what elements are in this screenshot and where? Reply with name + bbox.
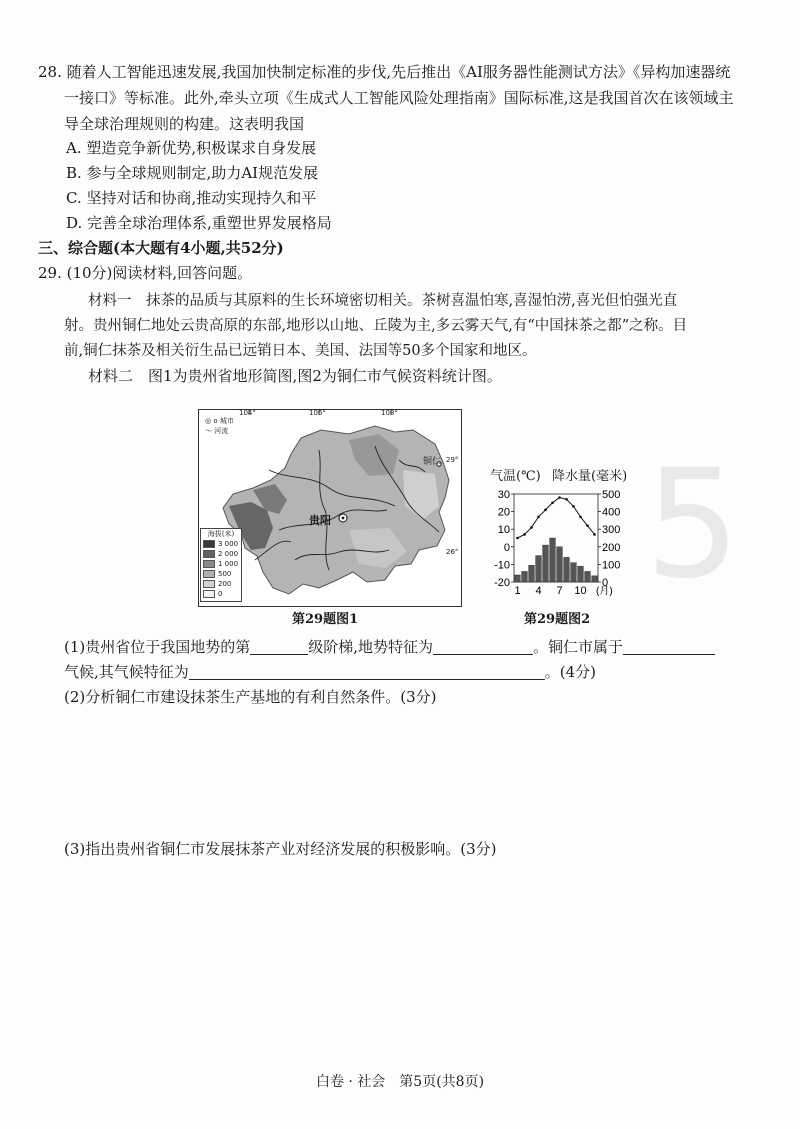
month-tick-label: 10	[574, 585, 587, 597]
legend-city: ◎ o 城市	[205, 417, 234, 425]
temperature-point	[593, 533, 596, 536]
figure-2-caption: 第29题图2	[524, 612, 591, 627]
answer-blank-climate-type[interactable]	[623, 638, 715, 655]
precipitation-tick-label: 500	[602, 489, 621, 501]
temperature-point	[530, 526, 533, 529]
elevation-row	[201, 579, 241, 589]
temperature-tick-label: 10	[497, 524, 510, 537]
precipitation-bar	[557, 547, 563, 582]
lat-label-29: 29°	[446, 456, 459, 464]
elevation-row	[201, 589, 241, 599]
lon-label-108: 108°	[381, 409, 398, 417]
q29-sub3: (3)指出贵州省铜仁市发展抹茶产业对经济发展的积极影响。(3分)	[64, 840, 497, 858]
answer-blank-terrace[interactable]	[250, 638, 308, 655]
legend-river: ～ 河流	[205, 427, 229, 435]
answer-blank-terrain-feature[interactable]	[433, 638, 533, 655]
elevation-value: 2 000	[218, 550, 239, 558]
month-tick-label: 7	[556, 585, 563, 597]
month-tick-label: 1	[514, 585, 521, 597]
precipitation-bar	[536, 556, 542, 582]
q29-sub1-text-d: 气候,其气候特征为	[64, 663, 189, 681]
q29-header: 29. (10分)阅读材料,回答问题。	[38, 264, 253, 282]
temperature-tick-label: -10	[494, 559, 510, 572]
precipitation-tick-label: 0	[602, 577, 609, 589]
precipitation-tick-label: 400	[602, 506, 621, 519]
elevation-value: 1 000	[218, 560, 239, 568]
precipitation-tick-label: 200	[602, 541, 621, 554]
lat-label-26: 26°	[446, 548, 459, 556]
q29-sub1-text-a: (1)贵州省位于我国地势的第	[64, 638, 251, 656]
q28-stem-line-2: 一接口》等标准。此外,牵头立项《生成式人工智能风险处理指南》国际标准,这是我国首次在该领域主	[64, 89, 734, 107]
climate-chart-plot	[494, 489, 620, 597]
lon-label-106: 106°	[309, 409, 326, 417]
precipitation-axis-label: 降水量(毫米)	[552, 469, 628, 484]
temperature-tick-label: 0	[503, 541, 510, 554]
temperature-point	[537, 516, 540, 519]
plot-frame	[514, 494, 598, 582]
q28-option-d: D. 完善全球治理体系,重塑世界发展格局	[66, 214, 332, 232]
watermark-decoration: 5	[645, 438, 741, 612]
figure-1-caption: 第29题图1	[292, 612, 359, 627]
answer-area-sub2[interactable]	[64, 712, 764, 832]
elevation-value: 200	[218, 580, 232, 588]
precipitation-bar	[515, 575, 521, 582]
climate-chart	[490, 488, 630, 598]
elevation-value: 3 000	[218, 540, 239, 548]
elevation-row	[201, 549, 241, 559]
q28-stem-line-1: 28. 随着人工智能迅速发展,我国加快制定标准的步伐,先后推出《AI服务器性能测试方法》《异构加速器统	[38, 63, 731, 81]
temperature-tick-label: 20	[497, 506, 510, 519]
city-label-tongren: 铜仁	[423, 457, 442, 467]
temperature-tick-label: -20	[494, 577, 510, 589]
temperature-axis-label: 气温(℃)	[490, 469, 541, 484]
q28-option-c: C. 坚持对话和协商,推动实现持久和平	[66, 189, 317, 207]
q28-stem-line-3: 导全球治理规则的构建。这表明我国	[64, 115, 305, 133]
q29-material-1-line-1: 材料一 抹茶的品质与其原料的生长环境密切相关。茶树喜温怕寒,喜湿怕涝,喜光但怕强光直	[88, 293, 678, 309]
city-label-guiyang: 贵阳	[309, 514, 331, 527]
month-unit-label: (月)	[596, 586, 613, 597]
temperature-line	[518, 498, 595, 538]
temperature-point	[544, 509, 547, 512]
elevation-legend-title: 海拔(米)	[207, 530, 235, 538]
temperature-point	[551, 502, 554, 505]
q29-sub2: (2)分析铜仁市建设抹茶生产基地的有利自然条件。(3分)	[64, 688, 437, 706]
temperature-point	[579, 516, 582, 519]
q29-sub1-text-e: 。(4分)	[544, 663, 597, 681]
elevation-legend	[200, 528, 242, 602]
temperature-point	[523, 533, 526, 536]
elevation-swatch	[203, 550, 215, 558]
elevation-value: 500	[218, 570, 232, 578]
temperature-point	[572, 505, 575, 508]
q29-material-1-line-2: 射。贵州铜仁地处云贵高原的东部,地形以山地、丘陵为主,多云雾天气,有“中国抹茶之都”之称。目	[64, 318, 688, 334]
answer-area-sub3[interactable]	[64, 864, 764, 1054]
q29-sub1-line-1	[64, 636, 715, 658]
guiyang-marker-dot	[342, 517, 345, 520]
q29-sub1-line-2	[64, 661, 596, 683]
elevation-value: 0	[218, 590, 223, 598]
q28-option-a: A. 塑造竞争新优势,积极谋求自身发展	[66, 139, 317, 157]
temperature-point	[586, 524, 589, 527]
precipitation-bar	[564, 557, 570, 582]
elevation-row	[201, 559, 241, 569]
precipitation-bar	[529, 565, 535, 582]
elevation-swatch	[203, 540, 215, 548]
q29-sub1-text-c: 。铜仁市属于	[533, 638, 624, 656]
temperature-point	[516, 537, 519, 540]
precipitation-tick-label: 100	[602, 559, 621, 572]
precipitation-tick-label: 300	[602, 524, 621, 537]
page-footer: 白卷 · 社会 第5页(共8页)	[315, 1074, 485, 1090]
lon-label-104: 104°	[239, 409, 256, 417]
q29-material-1-line-3: 前,铜仁抹茶及相关衍生品已远销日本、美国、法国等50多个国家和地区。	[64, 343, 537, 359]
elevation-swatch	[203, 580, 215, 588]
section-3-heading: 三、综合题(本大题有4小题,共52分)	[38, 239, 284, 257]
q28-option-b: B. 参与全球规则制定,助力AI规范发展	[66, 164, 319, 182]
q29-sub1-text-b: 级阶梯,地势特征为	[308, 638, 434, 656]
precipitation-bar	[585, 571, 591, 582]
q29-material-2: 材料二 图1为贵州省地形简图,图2为铜仁市气候资料统计图。	[88, 367, 502, 385]
elevation-swatch	[203, 570, 215, 578]
elevation-row	[201, 569, 241, 579]
elevation-swatch	[203, 560, 215, 568]
precipitation-bar	[522, 571, 528, 582]
answer-blank-climate-feature[interactable]	[189, 663, 545, 680]
precipitation-bar	[571, 563, 577, 582]
temperature-point	[565, 498, 568, 501]
elevation-row	[201, 539, 241, 549]
precipitation-bar	[543, 545, 549, 582]
month-tick-label: 4	[535, 585, 542, 597]
temperature-tick-label: 30	[497, 489, 510, 501]
elevation-swatch	[203, 590, 215, 598]
precipitation-bar	[592, 576, 598, 582]
precipitation-bar	[578, 566, 584, 582]
temperature-point	[558, 496, 561, 499]
precipitation-bar	[550, 538, 556, 582]
